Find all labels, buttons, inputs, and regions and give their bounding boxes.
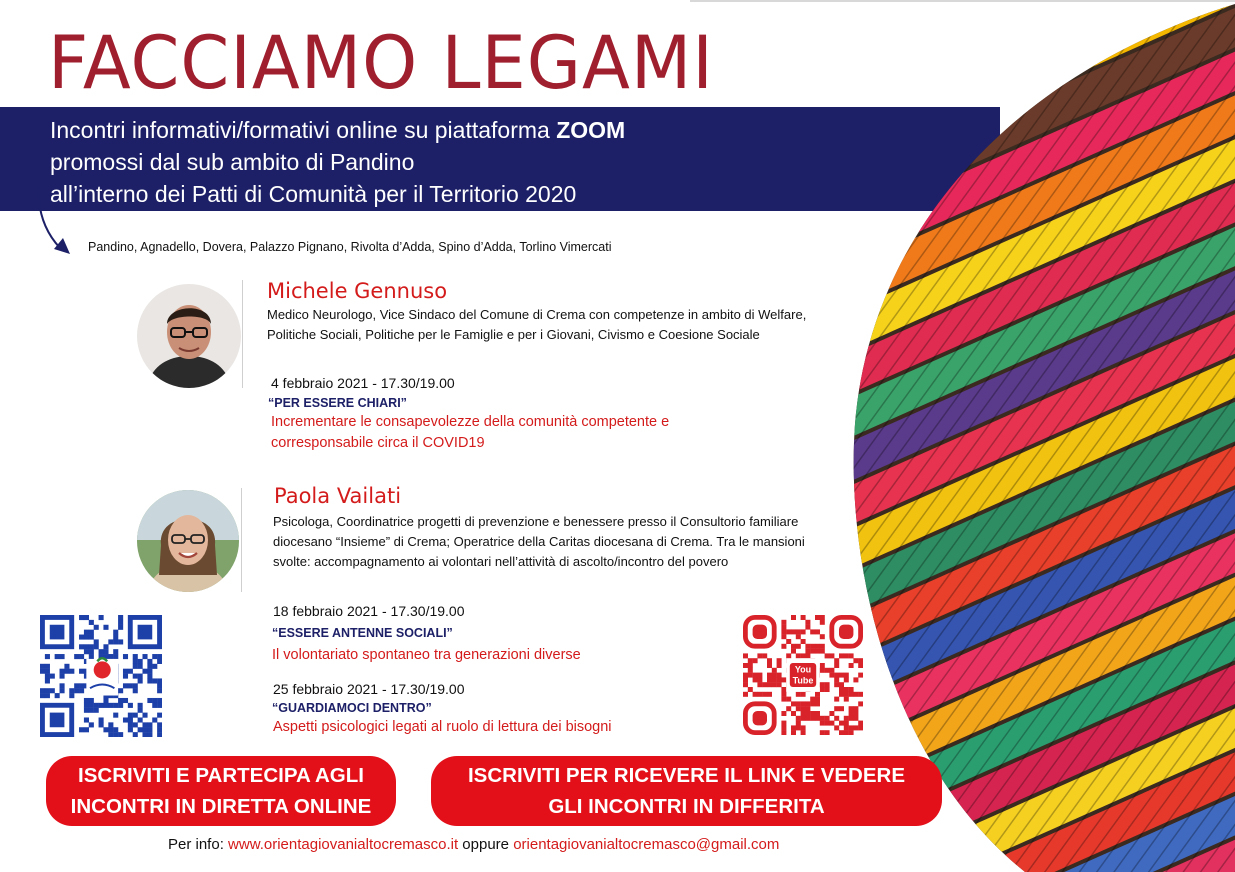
- event-desc-3: Aspetti psicologici legati al ruolo di lettura dei bisogni: [273, 719, 612, 735]
- speaker-divider-2: [241, 488, 242, 592]
- speaker-bio-1: Medico Neurologo, Vice Sindaco del Comune di Crema con competenze in ambito di Welfare, Politiche Sociali, Politiche per le Famiglie e per i Giovani, Civismo e Coesione Sociale: [267, 307, 807, 342]
- speaker-name-1: Michele Gennuso: [267, 279, 448, 303]
- info-label: Per info:: [168, 836, 229, 853]
- register-deferred-button[interactable]: ISCRIVITI PER RICEVERE IL LINK E VEDERE GLI INCONTRI IN DIFFERITA: [431, 756, 942, 826]
- speaker-bio-2: Psicologa, Coordinatrice progetti di prevenzione e benessere presso il Consultorio familiare diocesano “Insieme” di Crema; Operatrice della Caritas diocesana di Crema. Tra le mansioni svolte: accompagnamento ai volontari nell’attività di ascolto/incontro del povero: [273, 514, 805, 569]
- event-title-2: “ESSERE ANTENNE SOCIALI”: [272, 626, 453, 640]
- zoom-label: ZOOM: [556, 117, 626, 143]
- speaker-photo-paola: [137, 490, 239, 592]
- poster-title: FACCIAMO LEGAMI: [48, 20, 714, 106]
- event-desc-1: Incrementare le consapevolezze della comunità competente e corresponsabile circa il COVID19: [271, 414, 670, 451]
- youtube-logo-icon: [786, 658, 820, 692]
- curved-arrow-icon: [30, 150, 75, 260]
- yarn-image: [850, 4, 1235, 872]
- qr-code-live-icon[interactable]: [40, 615, 162, 737]
- register-live-button[interactable]: ISCRIVITI E PARTECIPA AGLI INCONTRI IN DIRETTA ONLINE: [46, 756, 396, 826]
- event-desc-2: Il volontariato spontaneo tra generazioni diverse: [272, 647, 581, 663]
- speaker-name-2: Paola Vailati: [274, 484, 402, 508]
- qr-code-youtube-icon[interactable]: [743, 615, 863, 735]
- email-link[interactable]: orientagiovanialtocremasco@gmail.com: [513, 836, 780, 853]
- info-or: oppure: [458, 836, 514, 853]
- event-title-3: “GUARDIAMOCI DENTRO”: [272, 701, 432, 715]
- svg-text:Tube: Tube: [792, 675, 814, 686]
- event-date-2: 18 febbraio 2021 - 17.30/19.00: [273, 603, 465, 619]
- event-date-3: 25 febbraio 2021 - 17.30/19.00: [273, 681, 465, 697]
- band-line-1: Incontri informativi/formativi online su piattaforma ZOOM: [50, 117, 626, 143]
- event-date-1: 4 febbraio 2021 - 17.30/19.00: [271, 375, 455, 391]
- contact-info: [168, 836, 779, 853]
- svg-text:You: You: [794, 664, 812, 675]
- website-link[interactable]: www.orientagiovanialtocremasco.it: [228, 836, 459, 853]
- event-title-1: “PER ESSERE CHIARI”: [268, 396, 407, 410]
- speaker-divider-1: [242, 280, 243, 388]
- band-line-2: promossi dal sub ambito di Pandino: [50, 149, 415, 175]
- band-line-3: all’interno dei Patti di Comunità per il Territorio 2020: [50, 181, 577, 207]
- speaker-photo-michele: [137, 284, 241, 388]
- header-band-text: [50, 114, 625, 210]
- qr-center-logo-icon: [86, 658, 118, 695]
- top-border-line: [690, 0, 1235, 2]
- towns-list: Pandino, Agnadello, Dovera, Palazzo Pignano, Rivolta d’Adda, Spino d’Adda, Torlino Vimercati: [88, 240, 612, 254]
